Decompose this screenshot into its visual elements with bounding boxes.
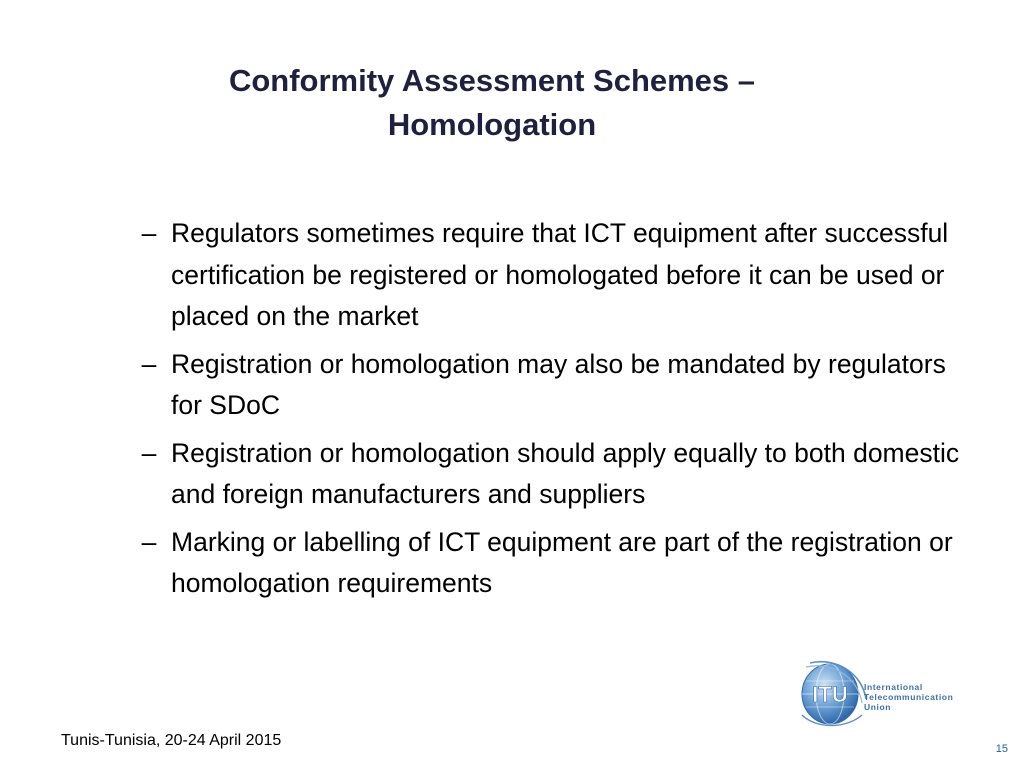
slide-title-line-2: Homologation <box>387 106 597 142</box>
bullet-item <box>133 522 963 605</box>
bullet-dash-icon: – <box>141 348 157 379</box>
page-number: 15 <box>995 743 1008 755</box>
bullet-dash-icon: – <box>141 437 157 468</box>
bullet-dash-icon: – <box>141 218 157 248</box>
itu-name <box>864 682 953 712</box>
bullet-item <box>133 433 963 516</box>
bullet-dash-icon: – <box>141 526 157 557</box>
itu-globe-icon <box>796 655 868 731</box>
itu-name-line-1: International <box>864 682 923 692</box>
itu-acronym: ITU <box>812 682 848 707</box>
slide-title-line-1: Conformity Assessment Schemes – <box>228 62 756 98</box>
footer-location: Tunis-Tunisia, 20-24 April 2015 <box>61 732 282 749</box>
itu-name-line-3: Union <box>864 702 892 712</box>
bullet-text: Registration or homologation should apply equally to both domestic and foreign manufacturers and suppliers <box>171 437 960 509</box>
itu-name-line-2: Telecommunication <box>864 692 954 702</box>
bullet-item <box>133 213 963 338</box>
slide-title <box>150 59 834 147</box>
bullet-text: Registration or homologation may also be mandated by regulators for SDoC <box>171 348 946 420</box>
bullet-item <box>133 344 963 427</box>
itu-logo <box>796 655 986 731</box>
bullet-list <box>133 213 963 611</box>
bullet-text: Marking or labelling of ICT equipment are part of the registration or homologation requirements <box>171 526 953 598</box>
bullet-text: Regulators sometimes require that ICT equipment after successful certification be registered or homologated before it can be used or placed on the market <box>171 218 949 331</box>
